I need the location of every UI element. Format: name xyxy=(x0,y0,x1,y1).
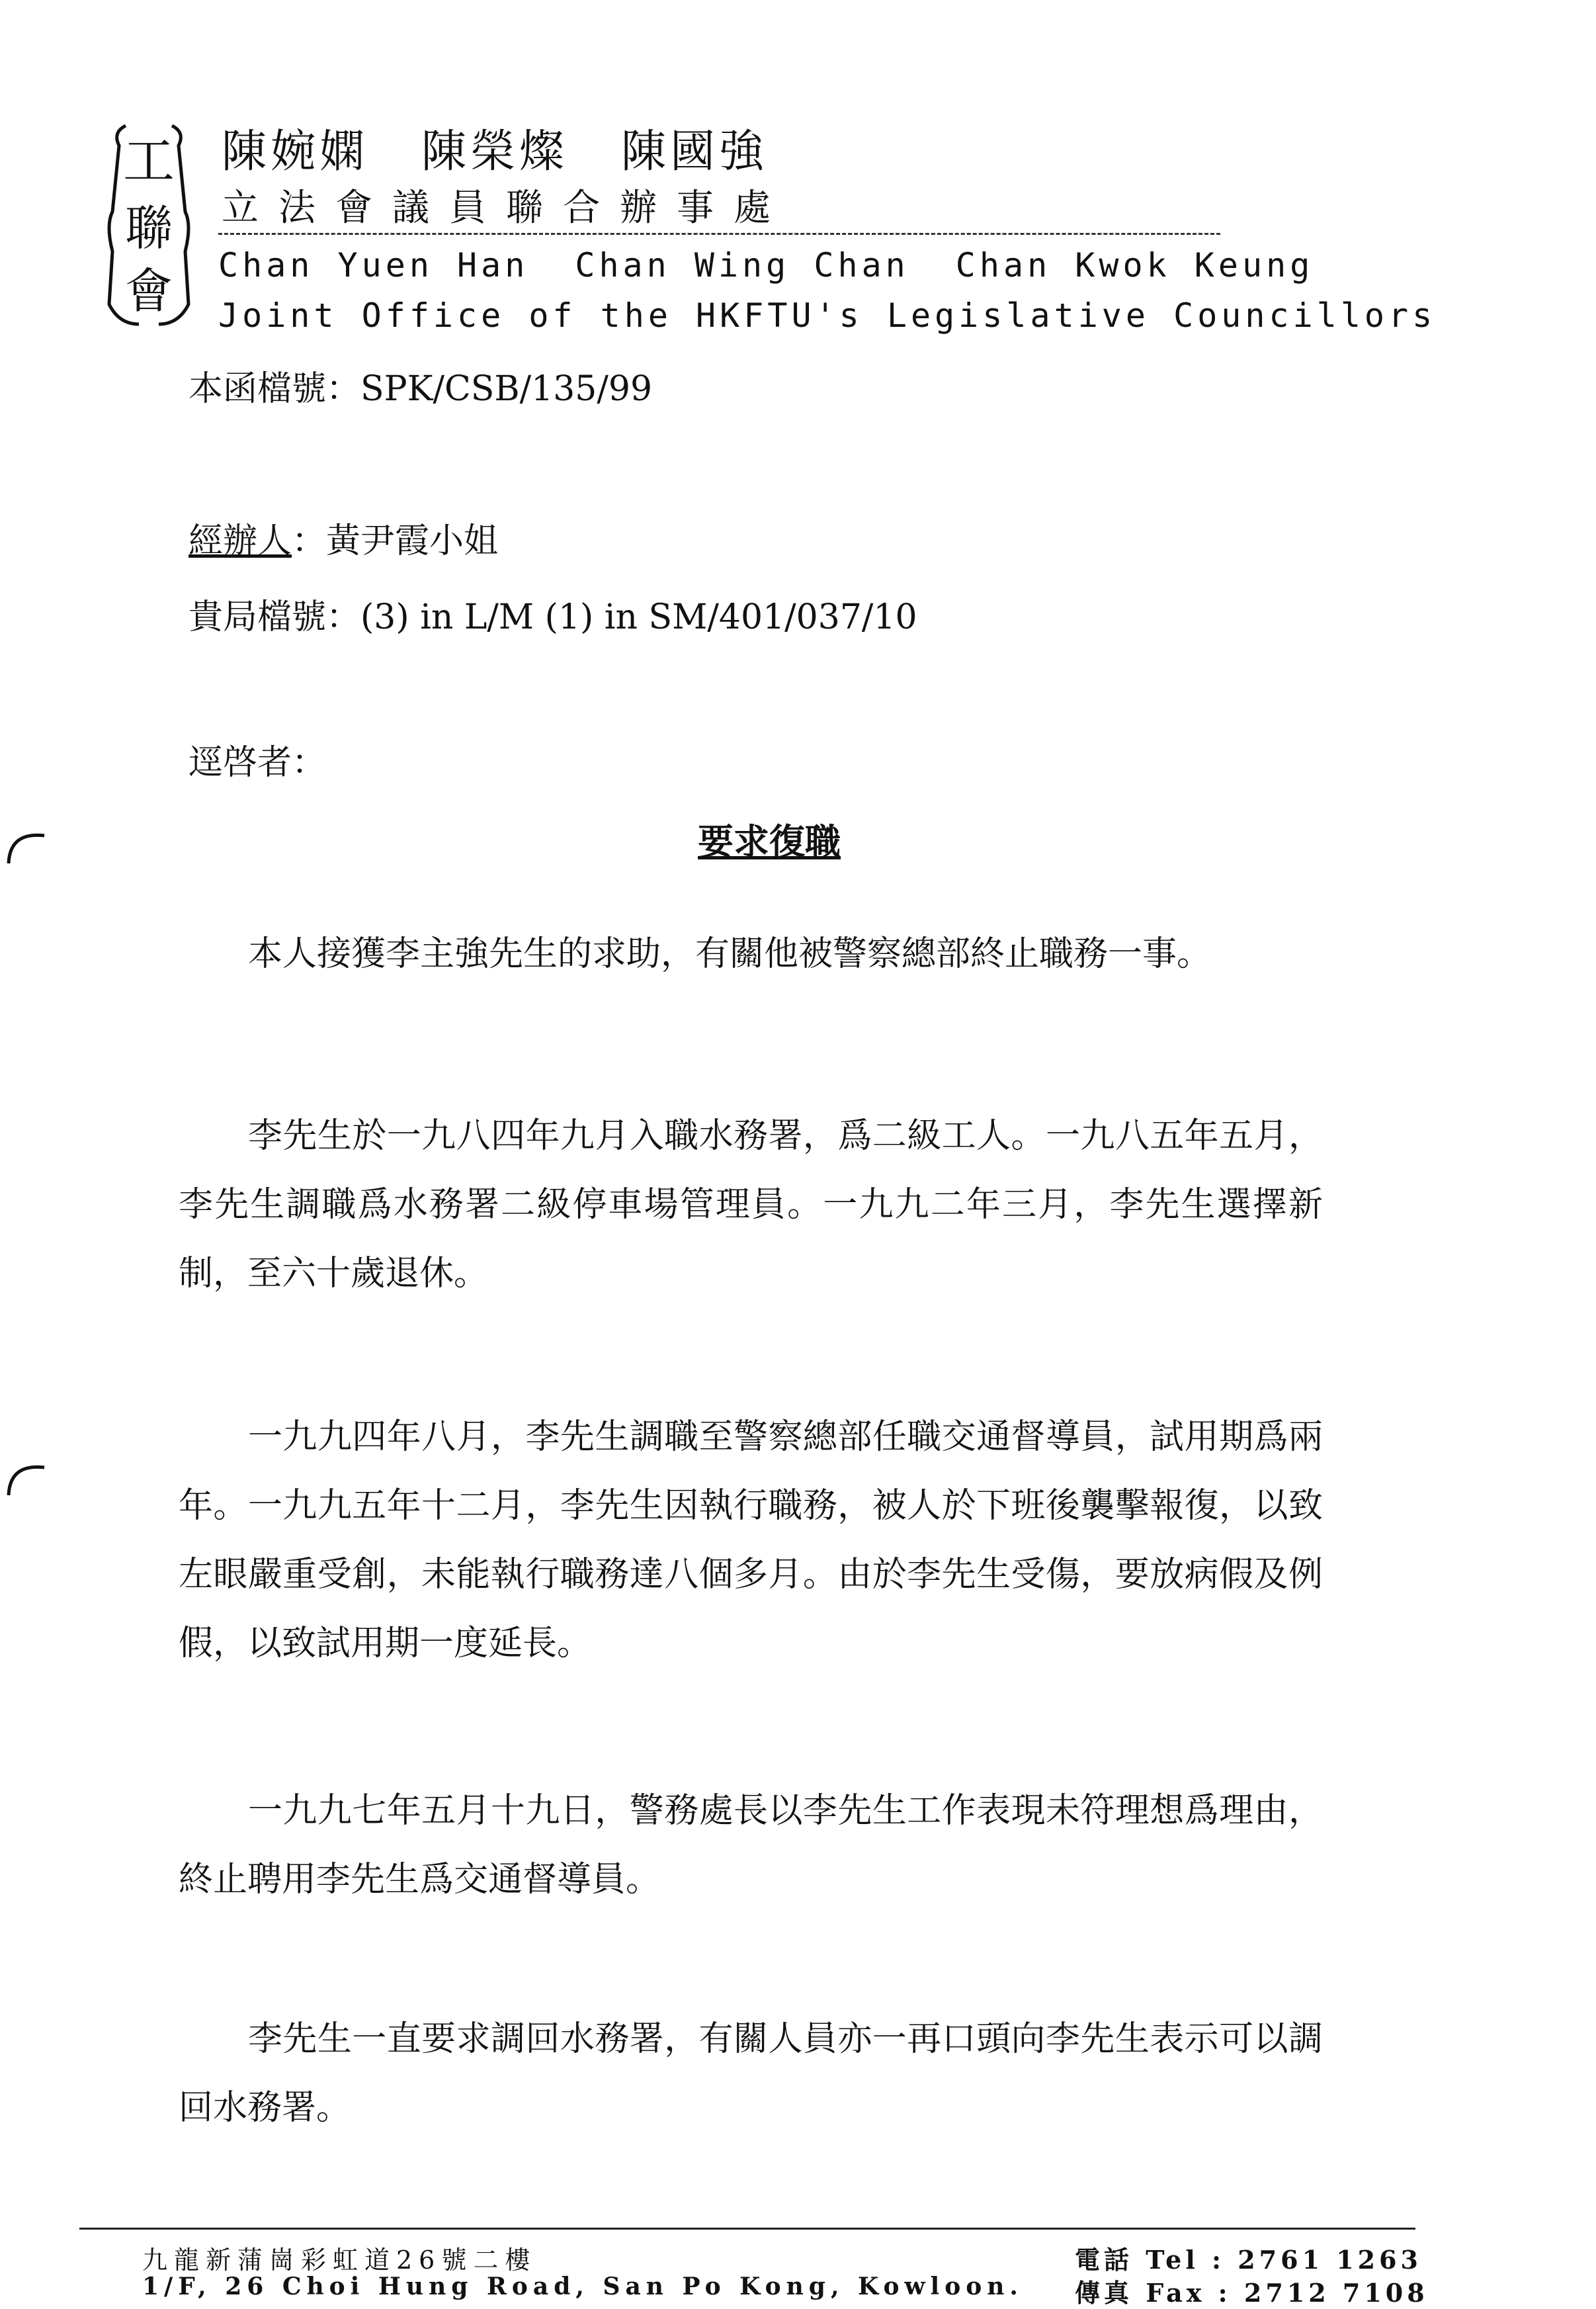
councillor-name-zh: 陳國強 xyxy=(621,126,769,178)
punch-hole-mark xyxy=(3,1456,50,1502)
letterhead-divider xyxy=(218,233,1220,235)
body-paragraph: 本人接獲李主強先生的求助，有關他被警察總部終止職務一事。 xyxy=(248,934,1212,974)
address-zh: 九龍新蒲崗彩虹道26號二樓 xyxy=(142,2245,537,2275)
telephone: 電話 Tel : 2761 1263 xyxy=(1075,2245,1422,2275)
handler-line xyxy=(189,513,498,562)
body-paragraph: 李先生於一九八四年九月入職水務署，爲二級工人。一九八五年五月，李先生調職爲水務署二級停車場管理員。一九九二年三月，李先生選擇新制，至六十歲退休。 xyxy=(179,1116,1323,1293)
councillor-name-zh: 陳榮燦 xyxy=(421,126,569,178)
office-name-en: Joint Office of the HKFTU's Legislative Councillors xyxy=(218,296,1437,335)
our-reference-value: SPK/CSB/135/99 xyxy=(360,369,653,409)
councillor-name-en: Chan Wing Chan xyxy=(575,246,909,284)
body-paragraph: 一九九七年五月十九日，警務處長以李先生工作表現未符理想爲理由，終止聘用李先生爲交通督導員。 xyxy=(179,1791,1323,1899)
address-en: 1/F, 26 Choi Hung Road, San Po Kong, Kowloon. xyxy=(142,2273,1023,2300)
councillor-name-zh: 陳婉嫻 xyxy=(222,126,369,178)
councillor-name-en: Chan Kwok Keung xyxy=(955,246,1314,284)
letter-subject: 要求復職 xyxy=(698,820,841,863)
body-paragraph: 李先生一直要求調回水務署，有關人員亦一再口頭向李先生表示可以調回水務署。 xyxy=(179,2019,1323,2128)
handler-label: 經辦人 xyxy=(189,521,292,561)
logo-char-1: 工 xyxy=(122,132,175,191)
councillor-names-en xyxy=(218,246,1360,284)
councillor-name-en: Chan Yuen Han xyxy=(218,246,529,284)
footer-divider xyxy=(79,2228,1415,2230)
your-reference xyxy=(189,589,917,638)
office-name-zh: 立法會議員聯合辦事處 xyxy=(222,187,790,230)
logo-char-3: 會 xyxy=(124,263,173,319)
fax: 傳真 Fax : 2712 7108 xyxy=(1075,2278,1429,2308)
our-reference-label: 本函檔號： xyxy=(189,369,361,409)
your-reference-value: (3) in L/M (1) in SM/401/037/10 xyxy=(360,597,917,637)
handler-value: ：黃尹霞小姐 xyxy=(292,521,499,561)
salutation: 逕啓者： xyxy=(189,743,327,783)
punch-hole-mark xyxy=(3,824,50,870)
logo-seal-graphic xyxy=(106,119,192,331)
councillor-names-zh xyxy=(222,116,821,180)
body-paragraph: 一九九四年八月，李先生調職至警察總部任職交通督導員，試用期爲兩年。一九九五年十二月，李先生因執行職務，被人於下班後襲擊報復，以致左眼嚴重受創，未能執行職務達八個多月。由於李先生受傷，要放病假及例假，以致試用期一度延長。 xyxy=(179,1417,1323,1663)
logo-char-2: 聯 xyxy=(124,200,173,256)
our-reference xyxy=(189,361,652,410)
logo-seal xyxy=(106,119,192,331)
your-reference-label: 貴局檔號： xyxy=(189,597,361,637)
